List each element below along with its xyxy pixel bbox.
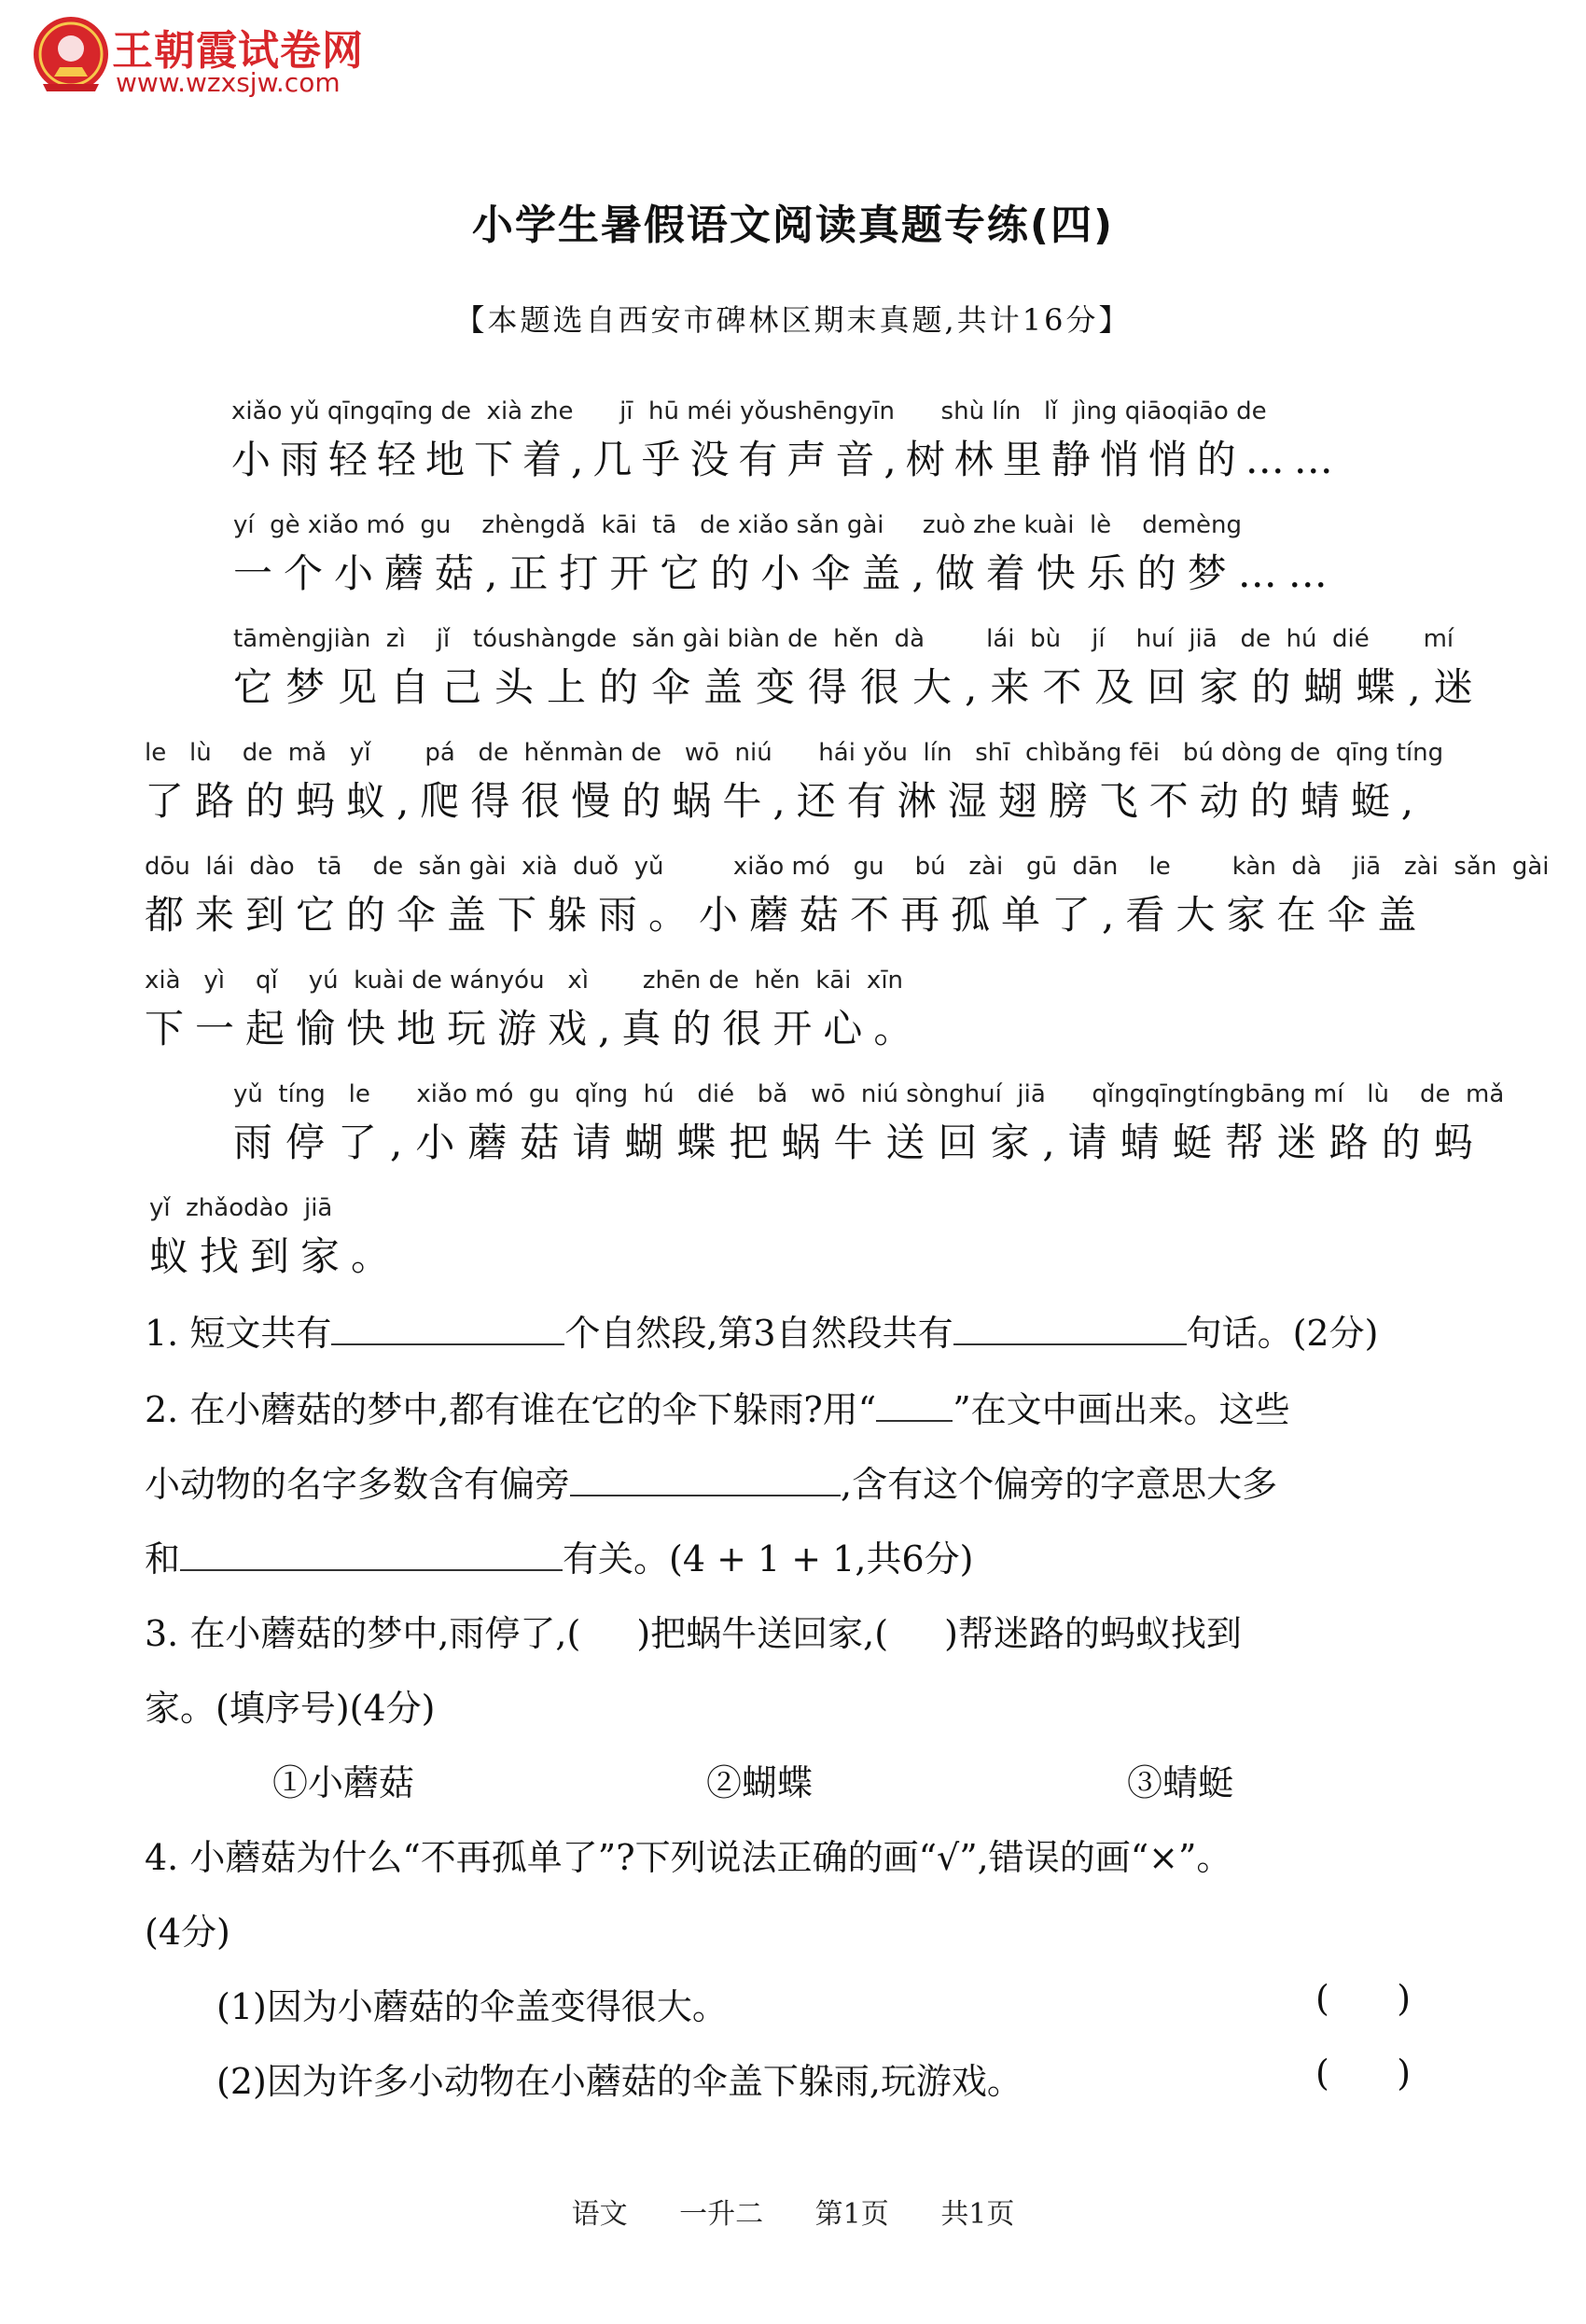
page-footer [0,2191,1586,2232]
hanzi: 蚁找到家。 [149,1233,402,1279]
q2-blank-meaning[interactable] [180,1538,563,1571]
q3-text-b: )把蜗牛送回家,( [636,1613,889,1654]
hanzi: 它梦见自己头上的伞盖变得很大,来不及回家的蝴蝶,迷 [233,664,1486,710]
pinyin: le lù de mǎ yǐ pá de hěnmàn de wō niú hái yǒu lín shī chìbǎng fēi bú dòng de qīng tíng [145,739,1444,767]
site-logo[interactable] [26,11,399,100]
q2-text-f: 有关。(4 + 1 + 1,共6分) [563,1538,974,1579]
hanzi: 下一起愉快地玩游戏,真的很开心。 [145,1006,925,1051]
logo-url[interactable]: www.wzxsjw.com [116,67,341,98]
q1-blank-2[interactable] [953,1312,1187,1345]
q1-blank-1[interactable] [331,1312,564,1345]
q4-item-2-answer[interactable]: ( ) [1315,2053,1412,2094]
q2-text-b: ”在文中画出来。这些 [953,1389,1290,1430]
q3-option-3: ③蜻蜓 [1127,1762,1234,1803]
hanzi: 雨停了,小蘑菇请蝴蝶把蜗牛送回家,请蜻蜓帮迷路的蚂 [233,1120,1486,1165]
pinyin: yǔ tíng le xiǎo mó gu qǐng hú dié bǎ wō niú sònghuí jiā qǐngqīngtíngbāng mí lù de mǎ [233,1080,1505,1108]
q3-text-a: 3. 在小蘑菇的梦中,雨停了,( [145,1613,581,1654]
q2-text-a: 2. 在小蘑菇的梦中,都有谁在它的伞下躲雨?用“ [145,1389,877,1430]
pinyin: yí gè xiǎo mó gu zhèngdǎ kāi tā de xiǎo sǎn gài zuò zhe kuài lè demèng [233,511,1243,539]
footer-subject: 语文 [571,2198,628,2231]
q3-option-2: ②蝴蝶 [706,1762,814,1803]
q2-text-c: 小动物的名字多数含有偏旁 [145,1464,571,1505]
q3-text-c: )帮迷路的蚂蚁找到 [944,1613,1242,1654]
question-2-line-1 [145,1381,1290,1432]
question-3-line-1 [145,1605,1242,1656]
q4-item-1: (1)因为小蘑菇的伞盖变得很大。 [216,1986,728,2027]
question-2-line-3 [145,1530,973,1581]
q4-item-2: (2)因为许多小动物在小蘑菇的伞盖下躲雨,玩游戏。 [216,2061,1023,2102]
q2-text-d: ,含有这个偏旁的字意思大多 [841,1464,1278,1505]
q4-item-1-answer[interactable]: ( ) [1315,1978,1412,2019]
q2-blank-mark[interactable] [876,1388,953,1422]
q2-blank-radical[interactable] [570,1463,841,1496]
pinyin: yǐ zhǎodào jiā [149,1194,333,1222]
footer-page: 第1页 [814,2198,889,2231]
pinyin: tāmèngjiàn zì jǐ tóushàngde sǎn gài biàn de hěn dà lái bù jí huí jiā de hú dié mí [233,625,1454,653]
footer-total: 共1页 [940,2198,1015,2231]
logo-emblem-icon [26,11,116,101]
pinyin: xià yì qǐ yú kuài de wányóu xì zhēn de hěn kāi xīn [145,967,904,995]
q1-text-b: 个自然段,第3自然段共有 [564,1313,953,1354]
logo-name: 王朝霞试卷网 [112,27,364,75]
q2-text-e: 和 [145,1538,181,1579]
q1-text-c: 句话。(2分) [1186,1313,1379,1354]
hanzi: 了路的蚂蚁,爬得很慢的蜗牛,还有淋湿翅膀飞不动的蜻蜓, [145,778,1426,824]
hanzi: 都来到它的伞盖下躲雨。小蘑菇不再孤单了,看大家在伞盖 [145,892,1428,938]
q1-text-a: 1. 短文共有 [145,1313,332,1354]
question-4-line-1: 4. 小蘑菇为什么“不再孤单了”?下列说法正确的画“√”,错误的画“×”。 [145,1837,1232,1878]
pinyin: dōu lái dào tā de sǎn gài xià duǒ yǔ xiǎo mó gu bú zài gū dān le kàn dà jiā zài sǎn gài [145,853,1550,881]
source-note: 【本题选自西安市碑林区期末真题,共计16分】 [454,302,1132,338]
page-title: 小学生暑假语文阅读真题专练(四) [471,202,1115,249]
hanzi: 小雨轻轻地下着,几乎没有声音,树林里静悄悄的…… [231,437,1343,482]
q3-option-1: ①小蘑菇 [272,1762,415,1803]
question-3-line-2: 家。(填序号)(4分) [145,1688,436,1729]
question-4-line-2: (4分) [145,1912,230,1953]
pinyin: xiǎo yǔ qīngqīng de xià zhe jī hū méi yǒushēngyīn shù lín lǐ jìng qiāoqiāo de [231,397,1267,425]
hanzi: 一个小蘑菇,正打开它的小伞盖,做着快乐的梦…… [233,550,1339,596]
question-2-line-2 [145,1455,1277,1507]
question-1 [145,1304,1378,1356]
footer-grade: 一升二 [679,2198,764,2231]
